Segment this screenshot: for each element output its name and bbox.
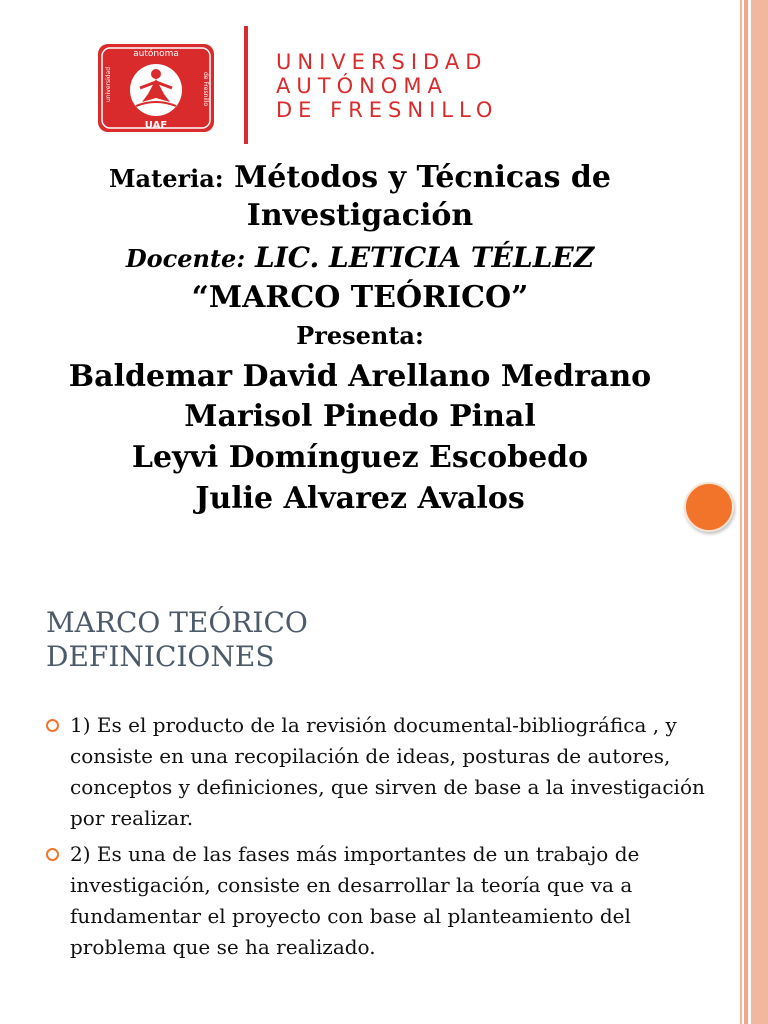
bullet-ring-icon bbox=[46, 848, 59, 861]
presenta-label: Presenta: bbox=[296, 321, 424, 350]
materia-line bbox=[0, 158, 720, 199]
materia-label: Materia: bbox=[108, 164, 224, 193]
svg-text:de Fresnillo: de Fresnillo bbox=[202, 72, 209, 107]
decorative-stripes bbox=[736, 0, 768, 1024]
docente-line bbox=[0, 238, 720, 279]
docente-label: Docente: bbox=[125, 244, 246, 273]
list-item bbox=[46, 839, 706, 963]
cover-title: “MARCO TEÓRICO” bbox=[191, 280, 529, 315]
university-name bbox=[276, 50, 498, 122]
list-item bbox=[46, 710, 706, 834]
bullet-text: 2) Es una de las fases más importantes de un trabajo de investigación, consiste en desarrollar la teoría que va a fundamentar el proyecto con base al planteamiento del problema que se ha realizado. bbox=[70, 842, 640, 959]
materia-value-line2: Investigación bbox=[246, 198, 474, 233]
definitions-list bbox=[46, 710, 706, 968]
stripe-medium bbox=[744, 0, 748, 1024]
svg-text:UAF: UAF bbox=[144, 120, 168, 131]
bullet-text: 1) Es el producto de la revisión documental-bibliográfica , y consiste en una recopilación de ideas, posturas de autores, conceptos y definiciones, que sirven de base a la investigación por realizar. bbox=[70, 713, 705, 830]
section-title-line: DEFINICIONES bbox=[46, 640, 275, 673]
stripe-thin bbox=[740, 0, 742, 1024]
svg-text:universidad: universidad bbox=[105, 66, 112, 102]
university-name-line: UNIVERSIDAD bbox=[276, 50, 488, 74]
stripe-wide bbox=[751, 0, 768, 1024]
svg-text:autónoma: autónoma bbox=[133, 49, 179, 59]
presenter-name: Julie Alvarez Avalos bbox=[195, 481, 525, 516]
section-title-line: MARCO TEÓRICO bbox=[46, 606, 308, 639]
presenter-name: Baldemar David Arellano Medrano bbox=[68, 359, 652, 394]
university-name-line: AUTÓNOMA bbox=[276, 74, 448, 98]
university-name-line: DE FRESNILLO bbox=[276, 98, 499, 122]
materia-value: Métodos y Técnicas de bbox=[234, 160, 611, 195]
section-title bbox=[46, 606, 308, 674]
presenter-name: Leyvi Domínguez Escobedo bbox=[131, 440, 589, 475]
header-divider bbox=[244, 26, 248, 144]
university-logo-icon bbox=[96, 42, 216, 134]
bullet-ring-icon bbox=[46, 719, 59, 732]
presenter-name: Marisol Pinedo Pinal bbox=[184, 399, 536, 434]
docente-value: LIC. LETICIA TÉLLEZ bbox=[254, 241, 595, 274]
